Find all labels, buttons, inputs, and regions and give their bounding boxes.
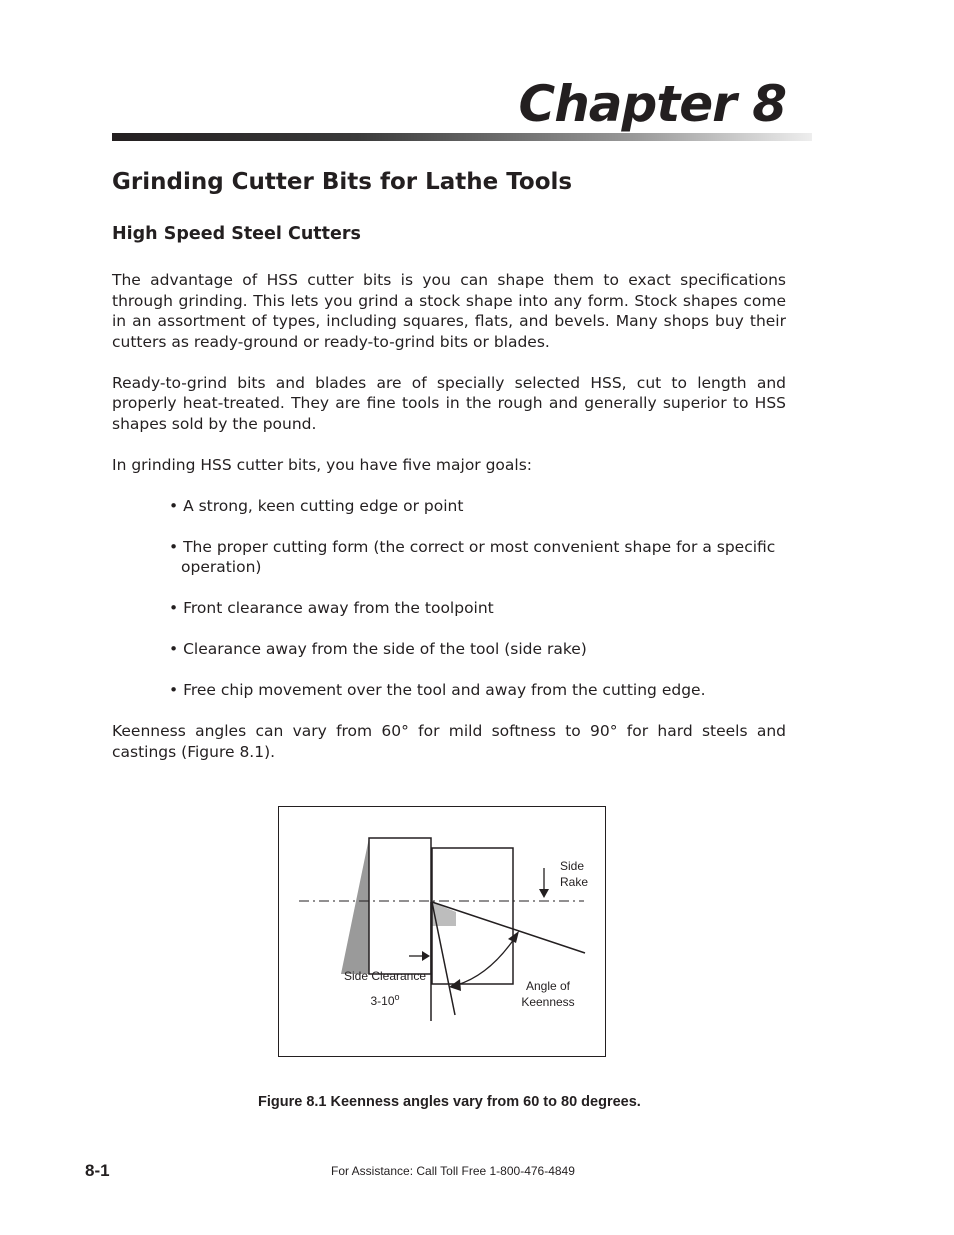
goals-list [112, 496, 786, 701]
side-clearance-value: 3-10$^o$ [370, 992, 400, 1008]
figure-8-1 [278, 806, 606, 1057]
list-item: • A strong, keen cutting edge or point [169, 496, 464, 515]
figure-diagram [279, 807, 607, 1058]
side-clearance-wedge [341, 838, 369, 974]
tool-block-left [369, 838, 431, 974]
side-clearance-arrow [422, 951, 430, 961]
page-number: 8-1 [85, 1161, 110, 1180]
side-rake-label-line2: Rake [560, 875, 589, 889]
paragraph-ready-to-grind: Ready-to-grind bits and blades are of specially selected HSS, cut to length and properly heat-treated. They are fine tools in the rough and generally superior to HSS shapes sold by the pound. [112, 373, 786, 433]
subsection-title: High Speed Steel Cutters [112, 224, 361, 244]
body-text [112, 270, 786, 783]
side-rake-label-line1: Side [560, 859, 585, 873]
list-item: • Clearance away from the side of the tool (side rake) [169, 640, 587, 658]
section-title: Grinding Cutter Bits for Lathe Tools [112, 169, 573, 195]
rake-line [432, 902, 585, 953]
paragraph-hss-advantage: The advantage of HSS cutter bits is you can shape them to exact specifications through grinding. This lets you grind a stock shape into any form. Stock shapes come in an assortment of types, including squares, flats, and bevels. Many shops buy their cutters as ready-ground or ready-to-grind bits or blades. [112, 271, 786, 351]
keenness-label: Keenness [521, 995, 575, 1009]
side-clearance-label: Side Clearance [343, 969, 427, 983]
chapter-title: Chapter 8 [518, 75, 786, 133]
keenness-arc [457, 939, 514, 985]
angle-of-label: Angle of [525, 979, 571, 993]
list-item: • Free chip movement over the tool and away from the cutting edge. [169, 681, 706, 699]
figure-caption: Figure 8.1 Keenness angles vary from 60 to 80 degrees. [258, 1094, 641, 1110]
side-rake-arrow [539, 889, 549, 898]
paragraph-goals-intro: In grinding HSS cutter bits, you have five major goals: [112, 455, 533, 474]
paragraph-keenness: Keenness angles can vary from 60° for mild softness to 90° for hard steels and castings (Figure 8.1). [112, 722, 786, 761]
list-item: • Front clearance away from the toolpoint [169, 599, 494, 617]
chapter-rule [112, 133, 812, 141]
footer-assistance: For Assistance: Call Toll Free 1-800-476-4849 [331, 1164, 575, 1178]
list-item: • The proper cutting form (the correct or most convenient shape for a specific operation) [169, 537, 776, 576]
angle-of-keenness-label [508, 978, 588, 1010]
side-rake-label [560, 858, 606, 890]
